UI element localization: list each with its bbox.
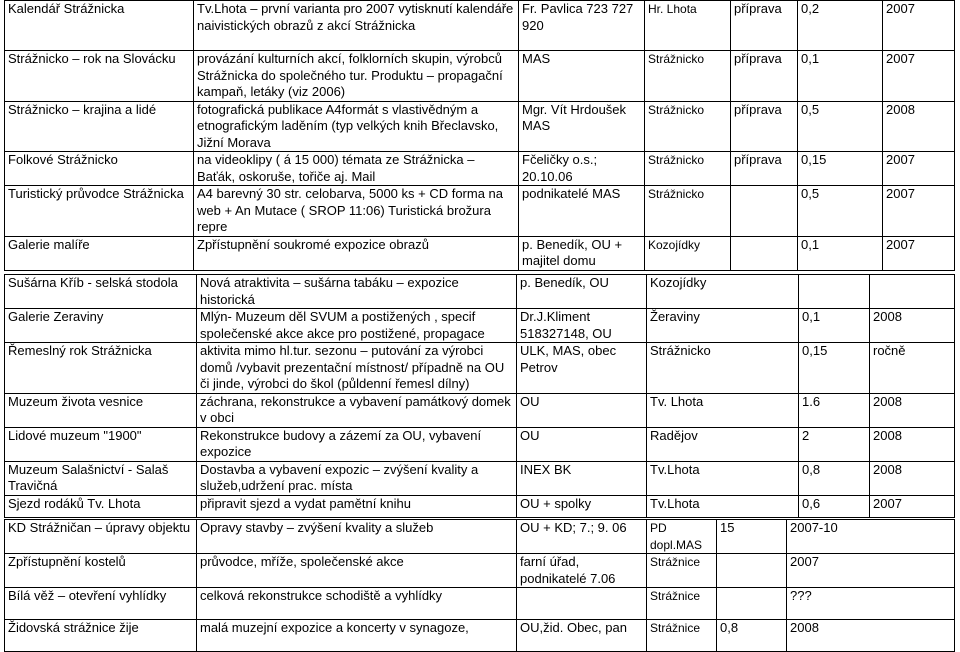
table-cell: 2008 <box>883 101 955 152</box>
table-cell: INEX BK <box>517 461 647 495</box>
table-cell: 2008 <box>870 393 955 427</box>
table-cell: 1.6 <box>799 393 870 427</box>
table-cell: Strážnicko <box>645 101 731 152</box>
table-cell: Tv.Lhota <box>647 461 799 495</box>
table-cell <box>731 186 798 237</box>
table-cell: Žeraviny <box>647 309 799 343</box>
table-row <box>5 520 955 554</box>
table-cell: příprava <box>731 51 798 102</box>
table-cell: 2007 <box>883 152 955 186</box>
table-cell: 0,15 <box>798 152 883 186</box>
table-cell: 0,2 <box>798 1 883 51</box>
table-cell: Galerie Zeraviny <box>5 309 197 343</box>
table-cell <box>717 554 787 588</box>
table-cell: Tv.Lhota <box>647 495 799 517</box>
table-cell: příprava <box>731 1 798 51</box>
table-cell: MAS <box>519 51 645 102</box>
table-row <box>5 275 955 309</box>
table-row <box>5 152 955 186</box>
table-cell: průvodce, mříže, společenské akce <box>197 554 517 588</box>
table-cell: Strážnice <box>647 554 717 588</box>
table-cell: 2007 <box>883 1 955 51</box>
table-cell: p. Benedík, OU + majitel domu <box>519 236 645 270</box>
table-cell: 0,5 <box>798 101 883 152</box>
table-cell: Radějov <box>647 427 799 461</box>
table-cell: Fčeličky o.s.; 20.10.06 <box>519 152 645 186</box>
table-cell: Řemeslný rok Strážnicka <box>5 343 197 394</box>
table-row <box>5 236 955 270</box>
table-cell: A4 barevný 30 str. celobarva, 5000 ks + CD forma na web + An Mutace ( SROP 11:06) Turistická brožura repre <box>194 186 519 237</box>
table-cell: 2007 <box>883 186 955 237</box>
table-cell: Zpřístupnění kostelů <box>5 554 197 588</box>
table-cell: 0,15 <box>799 343 870 394</box>
table-cell: Mgr. Vít Hrdoušek MAS <box>519 101 645 152</box>
table-cell: Opravy stavby – zvýšení kvality a služeb <box>197 520 517 554</box>
table-cell: Kozojídky <box>647 275 799 309</box>
table-cell: Hr. Lhota <box>645 1 731 51</box>
table-row <box>5 588 955 620</box>
table-cell: Rekonstrukce budovy a zázemí za OU, vybavení expozice <box>197 427 517 461</box>
table-cell: 0,8 <box>717 620 787 652</box>
table-cell: Muzeum života vesnice <box>5 393 197 427</box>
table-cell: 0,6 <box>799 495 870 517</box>
table-cell: 0,8 <box>799 461 870 495</box>
table-cell: 2007 <box>883 236 955 270</box>
table-cell: Fr. Pavlica 723 727 920 <box>519 1 645 51</box>
table-cell: OU + KD; 7.; 9. 06 <box>517 520 647 554</box>
table-cell: OU + spolky <box>517 495 647 517</box>
table-cell: Strážnicko <box>645 51 731 102</box>
table-cell: připravit sjezd a vydat pamětní knihu <box>197 495 517 517</box>
table-cell: 2 <box>799 427 870 461</box>
table-cell <box>731 236 798 270</box>
table-cell: Kalendář Strážnicka <box>5 1 194 51</box>
table-cell: Židovská strážnice žije <box>5 620 197 652</box>
table-cell: 0,1 <box>798 51 883 102</box>
table-cell: 2007 <box>883 51 955 102</box>
table-cell: Strážnicko – krajina a lidé <box>5 101 194 152</box>
table-cell: PD dopl.MAS <box>647 520 717 554</box>
table-cell: OU <box>517 393 647 427</box>
table-row <box>5 51 955 102</box>
table-cell: 0,1 <box>799 309 870 343</box>
table-cell: 0,1 <box>798 236 883 270</box>
table-cell <box>517 588 647 620</box>
table-cell: Folkové Strážnicko <box>5 152 194 186</box>
table-cell: ročně <box>870 343 955 394</box>
table-cell: provázání kulturních akcí, folklorních skupin, výrobců Strážnicka do společného tur. Produktu – propagační kampaň, letáky (viz 2006) <box>194 51 519 102</box>
table-cell: celková rekonstrukce schodiště a vyhlídky <box>197 588 517 620</box>
table-cell: Galerie malíře <box>5 236 194 270</box>
table-cell: 2008 <box>870 427 955 461</box>
table-cell: Muzeum Salašnictví - Salaš Travičná <box>5 461 197 495</box>
table-cell: 2008 <box>870 309 955 343</box>
table-cell: Strážnicko <box>647 343 799 394</box>
table-cell: Sjezd rodáků Tv. Lhota <box>5 495 197 517</box>
table-cell: p. Benedík, OU <box>517 275 647 309</box>
table-row <box>5 393 955 427</box>
table-cell: Lidové muzeum "1900" <box>5 427 197 461</box>
table-row <box>5 461 955 495</box>
table-cell: Zpřístupnění soukromé expozice obrazů <box>194 236 519 270</box>
table-row <box>5 343 955 394</box>
table-cell: na videoklipy ( á 15 000) témata ze Strážnicka – Baťák, oskoruše, tořiče aj. Mail <box>194 152 519 186</box>
table-row <box>5 495 955 517</box>
table-cell: 15 <box>717 520 787 554</box>
table-cell: Strážnice <box>647 620 717 652</box>
table-cell: ULK, MAS, obec Petrov <box>517 343 647 394</box>
table-cell: farní úřad, podnikatelé 7.06 <box>517 554 647 588</box>
table-cell <box>870 275 955 309</box>
table-cell: podnikatelé MAS <box>519 186 645 237</box>
table-cell: OU <box>517 427 647 461</box>
table-row <box>5 186 955 237</box>
table-cell: záchrana, rekonstrukce a vybavení památkový domek v obci <box>197 393 517 427</box>
table-cell: fotografická publikace A4formát s vlastivědným a etnografickým laděním (typ velkých knih Břeclavsko, Jižní Morava <box>194 101 519 152</box>
table-cell: OU,žid. Obec, pan <box>517 620 647 652</box>
table-cell: Strážnicko <box>645 186 731 237</box>
table-cell: Kozojídky <box>645 236 731 270</box>
table-row <box>5 1 955 51</box>
table-cell: příprava <box>731 152 798 186</box>
table-cell: malá muzejní expozice a koncerty v synagoze, <box>197 620 517 652</box>
table-2 <box>4 274 955 518</box>
table-cell: Strážnicko <box>645 152 731 186</box>
table-cell: příprava <box>731 101 798 152</box>
table-cell: 0,5 <box>798 186 883 237</box>
table-cell: Strážnice <box>647 588 717 620</box>
table-cell <box>717 588 787 620</box>
table-cell: ??? <box>787 588 955 620</box>
table-row <box>5 427 955 461</box>
table-cell <box>799 275 870 309</box>
table-cell: 2008 <box>870 461 955 495</box>
table-cell: aktivita mimo hl.tur. sezonu – putování za výrobci domů /vybavit prezentační místnost/ případně na OU či jinde, výrobci do škol (půldenní řemesl dílny) <box>197 343 517 394</box>
table-cell: Turistický průvodce Strážnicka <box>5 186 194 237</box>
table-cell: KD Strážničan – úpravy objektu <box>5 520 197 554</box>
table-cell: Tv. Lhota <box>647 393 799 427</box>
table-cell: Dostavba a vybavení expozic – zvýšení kvality a služeb,udržení prac. místa <box>197 461 517 495</box>
table-cell: Nová atraktivita – sušárna tabáku – expozice historická <box>197 275 517 309</box>
table-row <box>5 101 955 152</box>
table-row <box>5 620 955 652</box>
table-cell: 2007-10 <box>787 520 955 554</box>
table-cell: Tv.Lhota – první varianta pro 2007 vytisknutí kalendáře naivistických obrazů z akcí Strážnicka <box>194 1 519 51</box>
table-row <box>5 309 955 343</box>
table-1 <box>4 0 955 271</box>
table-cell: Mlýn- Muzeum děl SVUM a postižených , specif společenské akce akce pro postižené, propagace <box>197 309 517 343</box>
table-row <box>5 554 955 588</box>
table-cell: Sušárna Kříb - selská stodola <box>5 275 197 309</box>
table-cell: 2007 <box>787 554 955 588</box>
table-cell: 2007 <box>870 495 955 517</box>
table-cell: Strážnicko – rok na Slovácku <box>5 51 194 102</box>
table-cell: Dr.J.Kliment 518327148, OU <box>517 309 647 343</box>
table-3 <box>4 519 955 652</box>
table-cell: Bílá věž – otevření vyhlídky <box>5 588 197 620</box>
table-cell: 2008 <box>787 620 955 652</box>
